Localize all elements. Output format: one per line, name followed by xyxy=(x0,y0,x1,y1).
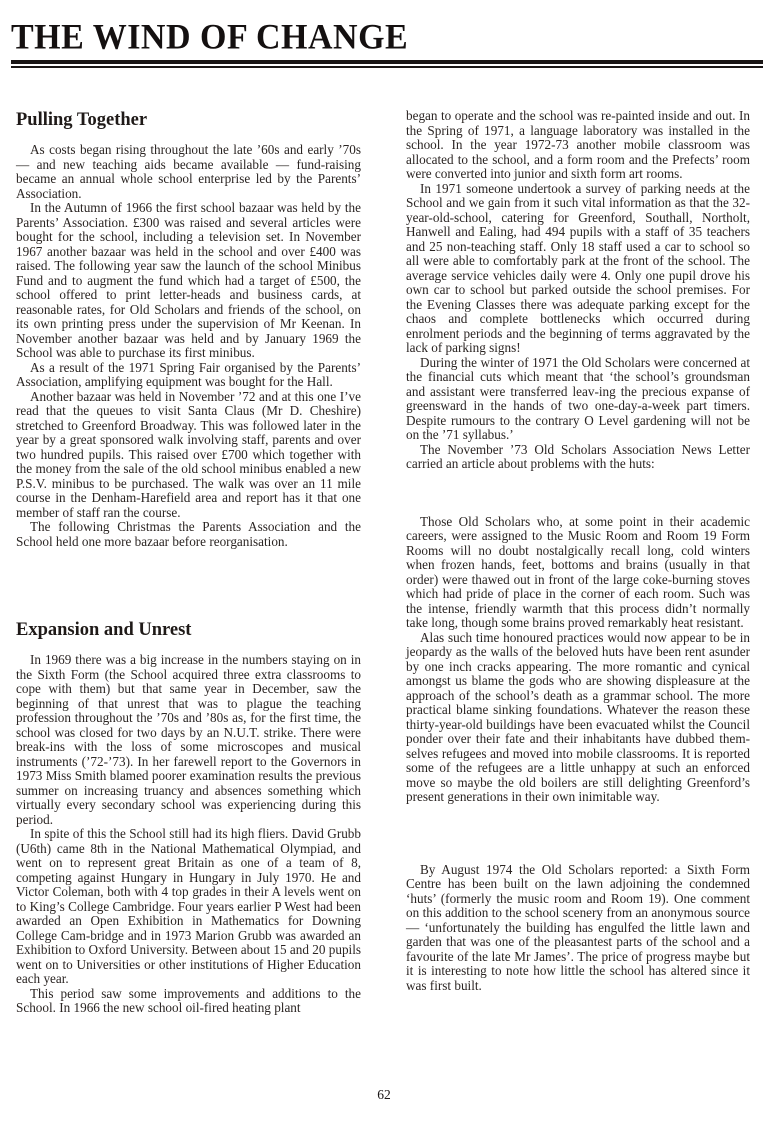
paragraph: began to operate and the school was re-painted inside and out. In the Spring of 1971, a language laboratory was installed in the school. In the year 1972-73 another mobile classroom was allocated to the school, and a form room and the Prefects’ room were converted into junior and sixth form art rooms. xyxy=(406,108,750,181)
paragraph: During the winter of 1971 the Old Scholars were concerned at the financial cuts which meant that ‘the school’s groundsman and assistant were transferred leav-ing the precious expanse of greensward in the hands of two one-day-a-week part timers. Despite rumours to the contrary O Level gardening will not be on the ’71 syllabus.’ xyxy=(406,354,750,442)
quote-paragraph: Alas such time honoured practices would now appear to be in jeopardy as the walls of the beloved huts have been rent asunder by one inch cracks appearing. The more romantic and cynical amongst us blame the gods who are showing displeasure at the approach of the school’s death as a grammar school. The more practical blame sinking foundations. Whatever the reason these thirty-year-old buildings have been evacuated whilst the Council ponder over their fate and their inhabitants have dubbed them-selves refugees and moved into mobile classrooms. It is reported some of the refugees are a little unhappy at such an enforced move so maybe the old boilers are still delighting Greenford’s present generations in their own inimitable way. xyxy=(406,629,750,804)
paragraph: The following Christmas the Parents Association and the School held one more bazaar before reorganisation. xyxy=(16,519,361,549)
quoted-newsletter-article xyxy=(406,515,750,805)
paragraph: In 1969 there was a big increase in the numbers staying on in the Sixth Form (the School acquired three extra classrooms to cope with them) but that same year in December, saw the beginning of that unrest that was to plague the teaching profession throughout the ’70s and ’80s as, for the first time, the school was closed for two days by an N.U.T. strike. There were break-ins with the loss of some microscopes and musical instruments (’72-’73). In her farewell report to the Governors in 1973 Miss Smith blamed poorer examination results the previous summer on increasing truancy and absences something which virtually every secondary school was experiencing during this period. xyxy=(16,652,361,827)
paragraph: The November ’73 Old Scholars Association News Letter carried an article about problems with the huts: xyxy=(406,441,750,471)
paragraph: As a result of the 1971 Spring Fair organised by the Parents’ Association, amplifying equipment was bought for the Hall. xyxy=(16,359,361,389)
paragraph: As costs began rising throughout the late ’60s and early ’70s — and new teaching aids became available — fund-raising became an annual whole school enterprise led by the Parents’ Association. xyxy=(16,142,361,201)
section-heading-pulling-together: Pulling Together xyxy=(16,110,148,130)
section-heading-expansion-and-unrest: Expansion and Unrest xyxy=(16,620,192,640)
title-rule-thin xyxy=(11,66,763,68)
paragraph: In spite of this the School still had its high fliers. David Grubb (U6th) came 8th in the National Mathematical Olympiad, and went on to represent great Britain as one of a team of 8, competing against Hungary in Hungary in July 1970. He and Victor Coleman, both with 4 top grades in their A levels went on to King’s College Cambridge. Four years earlier P West had been awarded an Open Exhibition in Mathematics for Downing College Cam-bridge and in 1973 Marion Grubb was awarded an Exhibition to Oxford University. Between about 15 and 20 pupils went on to Universities or other institutions of Higher Education each year. xyxy=(16,826,361,986)
paragraph: By August 1974 the Old Scholars reported: a Sixth Form Centre has been built on the lawn adjoining the condemned ‘huts’ (formerly the music room and Room 19). One comment on this addition to the school scenery from an anonymous source — ‘unfortunately the building has engulfed the little lawn and garden that was one of the pleasantest parts of the school and a favourite of the late Mr James’. The price of progress maybe but it is interesting to note how little the school has altered since it was first built. xyxy=(406,861,750,993)
paragraph: This period saw some improvements and additions to the School. In 1966 the new school oil-fired heating plant xyxy=(16,985,361,1015)
right-column xyxy=(406,109,750,993)
page-title: THE WIND OF CHANGE xyxy=(11,18,409,57)
paragraph: Another bazaar was held in November ’72 and at this one I’ve read that the queues to visit Santa Claus (Mr D. Cheshire) stretched to Greenford Broadway. This was followed later in the year by a great sponsored walk involving staff, parents and over two hundred pupils. This raised over £700 which together with the money from the sale of the old school minibus enabled a new P.S.V. minibus to be purchased. The walk was over an 11 mile course in the Denham-Harefield area and report has it that one member of staff ran the course. xyxy=(16,388,361,520)
paragraph: In the Autumn of 1966 the first school bazaar was held by the Parents’ Association. £300 was raised and several articles were bought for the school, including a television set. In November 1967 another bazaar was held in the school and over £400 was raised. The following year saw the launch of the school Minibus Fund and to augment the fund which had a target of £500, the school offered to print letter-heads and business cards, at reasonable rates, for Old Scholars and friends of the school, on its own printing press under the supervision of Mr Keenan. In November another bazaar was held and by January 1969 the School was able to purchase its first minibus. xyxy=(16,200,361,360)
left-column xyxy=(16,108,361,1016)
title-rule-thick xyxy=(11,60,763,64)
page-number: 62 xyxy=(377,1087,391,1102)
quote-paragraph: Those Old Scholars who, at some point in their academic careers, were assigned to the Music Room and Room 19 Form Rooms will no doubt nostalgically recall long, cold winters when frozen hands, feet, bottoms and brains (usually in that order) were thawed out in front of the large coke-burning stoves which had pride of place in the corner of each room. Such was the intense, friendly warmth that this process didn’t normally take long, though some brains proved remarkably heat resistant. xyxy=(406,513,750,630)
paragraph: In 1971 someone undertook a survey of parking needs at the School and we gain from it such vital information as that the 32-year-old-school, catering for Greenford, Southall, Northolt, Hanwell and Ealing, had 494 pupils with a staff of 35 teachers and 25 non-teaching staff. Only 18 staff used a car to school so all were able to comfortably park at the front of the school. The average service vehicles daily were 4. Only one pupil drove his own car to school but parked outside the school premises. For the Evening Classes there was adequate parking except for the chaos and complete bottlenecks which occurred during enrolment periods and the beginning of terms aggravated by the lack of parking signs! xyxy=(406,180,750,355)
